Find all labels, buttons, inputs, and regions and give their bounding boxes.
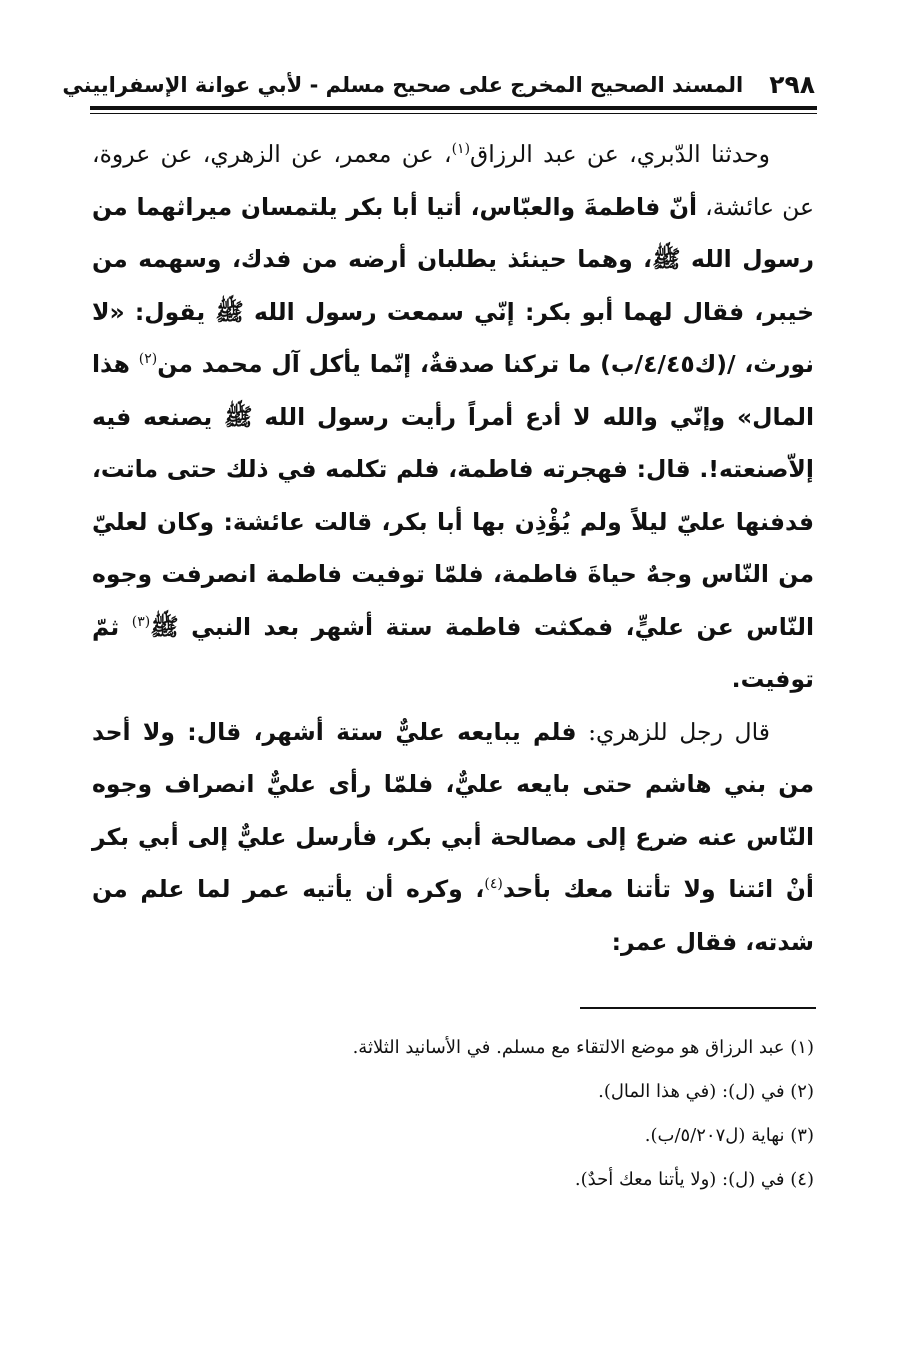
page-header [62,68,815,102]
footnote-1: (١) عبد الرزاق هو موضع الالتقاء مع مسلم. في الأسانيد الثلاثة. [352,1037,814,1058]
page-number: ٢٩٨ [769,70,815,99]
header-rule-thick [90,106,817,110]
p1-segment-4: هذا المال» وإنّي والله لا أدع أمراً رأيت رسول الله ﷺ يصنعه فيه إلاّصنعته!. قال: فهجرته فاطمة، فلم تكلمه في ذلك حتى ماتت، فدفنها عليّ ليلاً ولم يُؤْذِن بها أبا بكر، قالت عائشة: وكان لعليّ من النّاس وجهٌ حياةَ فاطمة، فلمّا توفيت فاطمة انصرفت وجوه النّاس عن عليٍّ، فمكثت فاطمة ستة أشهر بعد النبي ﷺ [92,350,814,641]
p1-segment-5: ثمّ توفيت. [92,612,814,693]
paragraph-1 [92,128,814,706]
running-title: المسند الصحيح المخرج على صحيح مسلم - لأبي عوانة الإسفراييني [62,73,744,97]
footnote-ref-2: (٢) [138,351,158,368]
paragraph-2 [92,706,814,969]
p1-segment-2: ، عن معمر، عن الزهري، عن عروة، عن عائشة، [92,140,814,221]
main-text [92,128,814,968]
footnote-separator [580,1007,816,1009]
footnote-3: (٣) نهاية (ل٥/٢٠٧/ب). [644,1125,814,1146]
footnote-ref-1: (١) [451,141,471,158]
footnote-2: (٢) في (ل): (في هذا المال). [598,1081,814,1102]
footnote-ref-4: (٤) [484,876,503,893]
footnotes [250,1026,814,1202]
p1-segment-1: وحدثنا الدّبري، عن عبد الرزاق [470,140,770,168]
p2-segment-3: ، وكره أن يأتيه عمر لما علم من شدته، فقال عمر: [92,875,814,956]
p2-segment-2: فلم يبايعه عليٌّ ستة أشهر، قال: ولا أحد من بني هاشم حتى بايعه عليٌّ، فلمّا رأى عليٌّ انصراف وجوه النّاس عنه ضرع إلى مصالحة أبي بكر، فأرسل عليٌّ إلى أبي بكر أنْ ائتنا ولا تأتنا معك بأحد [92,717,814,903]
footnote-ref-3: (٣) [131,613,151,630]
p1-segment-3: أنّ فاطمةَ والعبّاس، أتيا أبا بكر يلتمسان ميراثهما من رسول الله ﷺ، وهما حينئذ يطلبان أرضه من فدك، وسهمه من خيبر، فقال لهما أبو بكر: إنّي سمعت رسول الله ﷺ يقول: «لا نورث، /(ك٤/٤٥/ب) ما تركنا صدقةٌ، إنّما يأكل آل محمد من [92,192,815,378]
header-rule-thin [90,113,817,114]
footnote-4: (٤) في (ل): (ولا يأتنا معك أحدٌ). [574,1169,814,1190]
p2-segment-1: قال رجل للزهري: [576,717,770,746]
